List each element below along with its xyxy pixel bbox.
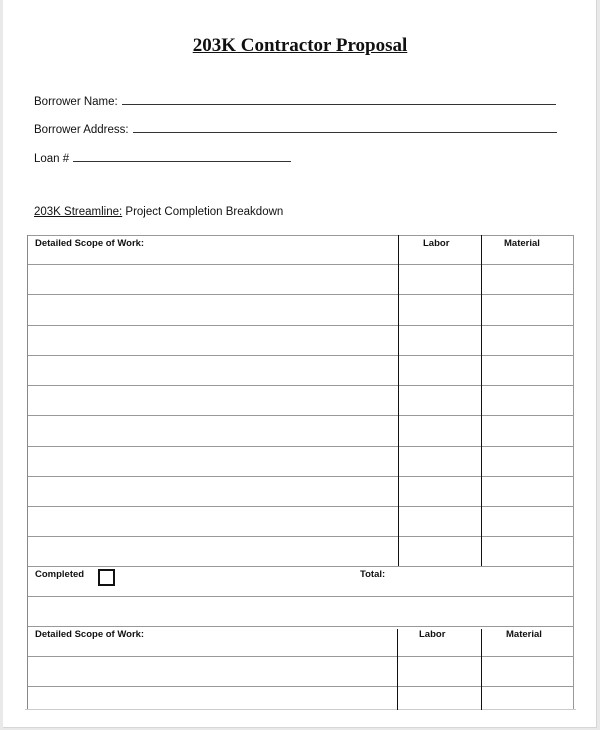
material-header: Material: [504, 238, 540, 249]
row-divider: [28, 446, 573, 447]
labor-header: Labor: [419, 629, 446, 640]
row-divider: [28, 686, 573, 687]
row-divider: [28, 566, 573, 567]
borrower-address-field: [34, 121, 557, 136]
row-divider: [28, 294, 573, 295]
row-divider: [28, 355, 573, 356]
section-heading: [34, 206, 283, 218]
row-divider: [28, 415, 573, 416]
scope-header: Detailed Scope of Work:: [35, 238, 145, 249]
borrower-name-input[interactable]: [122, 93, 556, 105]
completed-checkbox[interactable]: [98, 569, 115, 586]
material-column-divider: [481, 235, 482, 566]
page-cut: [25, 709, 576, 710]
section-prefix: 203K Streamline:: [34, 206, 123, 218]
labor-column-divider: [397, 629, 398, 710]
row-divider: [28, 626, 573, 627]
row-divider: [28, 506, 573, 507]
borrower-address-label: Borrower Address:: [34, 124, 129, 136]
section-rest: Project Completion Breakdown: [122, 206, 284, 218]
loan-number-field: [34, 150, 291, 165]
material-column-divider: [481, 629, 482, 710]
labor-header: Labor: [423, 238, 450, 249]
page-title: [0, 35, 600, 57]
row-divider: [28, 656, 573, 657]
row-divider: [28, 596, 573, 597]
row-divider: [28, 264, 573, 265]
labor-column-divider: [398, 235, 399, 566]
row-divider: [28, 536, 573, 537]
row-divider: [28, 385, 573, 386]
loan-number-input[interactable]: [73, 150, 291, 162]
title-text: 203K Contractor Proposal: [192, 35, 408, 56]
table-border: [28, 235, 573, 236]
row-divider: [28, 476, 573, 477]
total-label: Total:: [360, 569, 386, 580]
material-header: Material: [506, 629, 542, 640]
borrower-name-field: [34, 93, 556, 108]
completed-label: Completed: [35, 569, 85, 580]
breakdown-table: [27, 235, 574, 710]
scope-header: Detailed Scope of Work:: [35, 629, 145, 640]
loan-number-label: Loan #: [34, 153, 70, 165]
row-divider: [28, 325, 573, 326]
borrower-name-label: Borrower Name:: [34, 96, 118, 108]
borrower-address-input[interactable]: [133, 121, 557, 133]
